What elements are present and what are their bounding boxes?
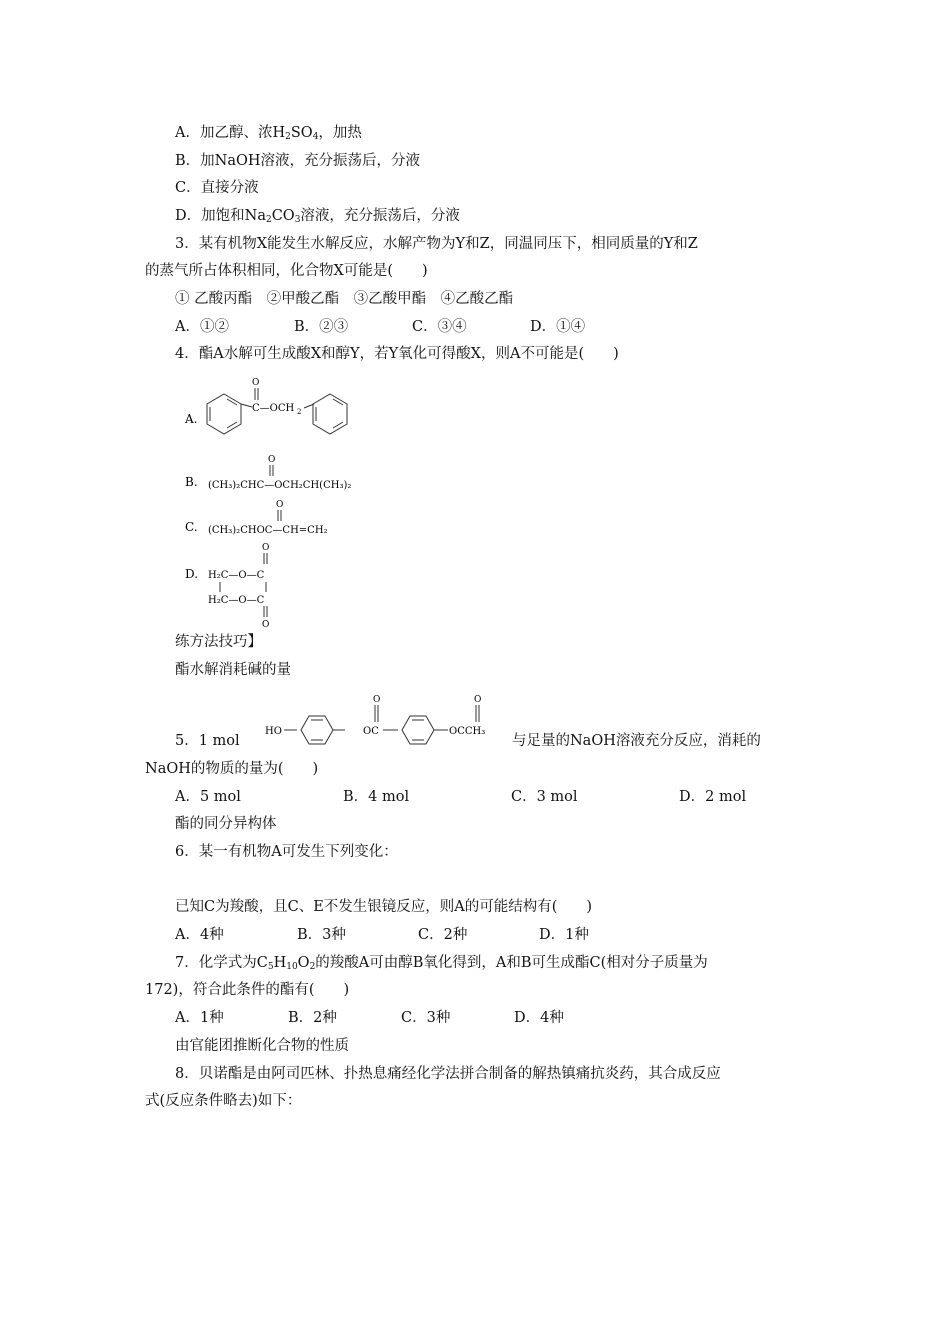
q3-option-b: B．②③ [294,319,349,335]
benzene-ring-2 [402,716,434,744]
q3-option-c: C．③④ [412,319,467,335]
q3-stem-line1: 3．某有机物X能发生水解反应，水解产物为Y和Z，同温同压下，相同质量的Y和Z [175,236,698,252]
q5-option-a: A．5 mol [175,789,241,805]
q5-structure [263,690,513,752]
q2-option-d: D．加饱和$Na_2CO_3$溶液，充分振荡后，分液 [175,208,460,225]
q8-stem-line1: 8．贝诺酯是由阿司匹林、扑热息痛经化学法拼合制备的解热镇痛抗炎药，其合成反应 [175,1066,721,1082]
q7-stem-line1: 7．化学式为$C_5H_{10}O_2$的羧酸A可由醇B氧化得到，A和B可生成酯C(相对分子质量为 [175,955,708,972]
q6-option-c: C．2种 [418,927,468,943]
q4-c-formula: (CH₃)₂CHOC—CH=CH₂ [208,525,328,536]
q6-option-d: D．1种 [539,927,589,943]
section-heading-methods: 练方法技巧】 [175,634,262,650]
hydroxyl-group: HO [265,726,282,737]
q4-structure-c [180,497,380,539]
topic-ester-hydrolysis-base: 酯水解消耗碱的量 [175,662,291,678]
svg-text:O: O [268,455,276,465]
q4-b-formula: (CH₃)₂CHC—OCH₂CH(CH₃)₂ [208,480,352,491]
q4-c-label: C. [185,520,198,534]
q4-structure-b [180,452,390,494]
q4-d-row2: H₂C—O—C [208,595,265,606]
q5-stem-line2: NaOH的物质的量为( ) [145,761,319,777]
benzene-ring-1 [301,716,333,744]
q8-stem-line2: 式(反应条件略去)如下： [145,1093,302,1109]
svg-text:O: O [276,500,284,510]
q6-option-b: B．3种 [297,927,346,943]
svg-text:O: O [373,695,381,705]
acetate-group: OCCH₃ [449,726,486,737]
q6-stem-line2: 已知C为羧酸，且C、E不发生银镜反应，则A的可能结构有( ) [175,899,593,915]
q3-option-d: D．①④ [530,319,586,335]
q7-stem-line2: 172)，符合此条件的酯有( ) [145,982,350,998]
q3-option-a: A．①② [175,319,229,335]
q7-option-d: D．4种 [514,1010,564,1026]
q4-structure-d [180,540,300,630]
q7-option-b: B．2种 [288,1010,337,1026]
q7-option-a: A．1种 [175,1010,224,1026]
q5-stem-suffix: 与足量的NaOH溶液充分反应，消耗的 [512,733,761,749]
q5-prefix: 5．1 mol [175,733,240,749]
q4-stem: 4．酯A水解可生成酸X和醇Y，若Y氧化可得酸X，则A不可能是( ) [175,346,619,362]
svg-text:O: O [262,620,270,630]
benzene-ring-left [207,394,241,434]
topic-ester-isomers: 酯的同分异构体 [175,816,277,832]
q5-option-c: C．3 mol [511,789,578,805]
q4-d-label: D. [185,567,199,581]
q6-option-a: A．4种 [175,927,224,943]
q5-option-b: B．4 mol [343,789,410,805]
q2-option-b: B．加NaOH溶液，充分振荡后，分液 [175,153,421,169]
q4-structure-a [180,374,360,446]
q2-option-a: A．加乙醇、浓$H_2SO_4$，加热 [175,125,362,142]
svg-text:2: 2 [297,408,302,416]
q6-stem-line1: 6．某一有机物A可发生下列变化： [175,844,398,860]
q3-stem-line2: 的蒸气所占体积相同，化合物X可能是( ) [145,263,428,279]
ester-oc: OC [363,726,379,737]
ester-linkage: C—OCH [252,403,295,414]
benzene-ring-right [313,394,347,434]
svg-text:O: O [262,543,270,553]
svg-text:O: O [474,695,482,705]
q5-option-d: D．2 mol [679,789,747,805]
carbonyl-o: O [252,378,260,388]
q3-items: ① 乙酸丙酯 ②甲酸乙酯 ③乙酸甲酯 ④乙酸乙酯 [175,291,514,307]
q2-option-c: C．直接分液 [175,180,259,196]
q4-b-label: B. [185,475,198,489]
q4-a-label: A. [185,412,198,426]
topic-functional-groups: 由官能团推断化合物的性质 [175,1038,349,1054]
bond-ring-carbonyl [241,404,252,407]
q7-option-c: C．3种 [401,1010,451,1026]
q4-d-row1: H₂C—O—C [208,570,265,581]
